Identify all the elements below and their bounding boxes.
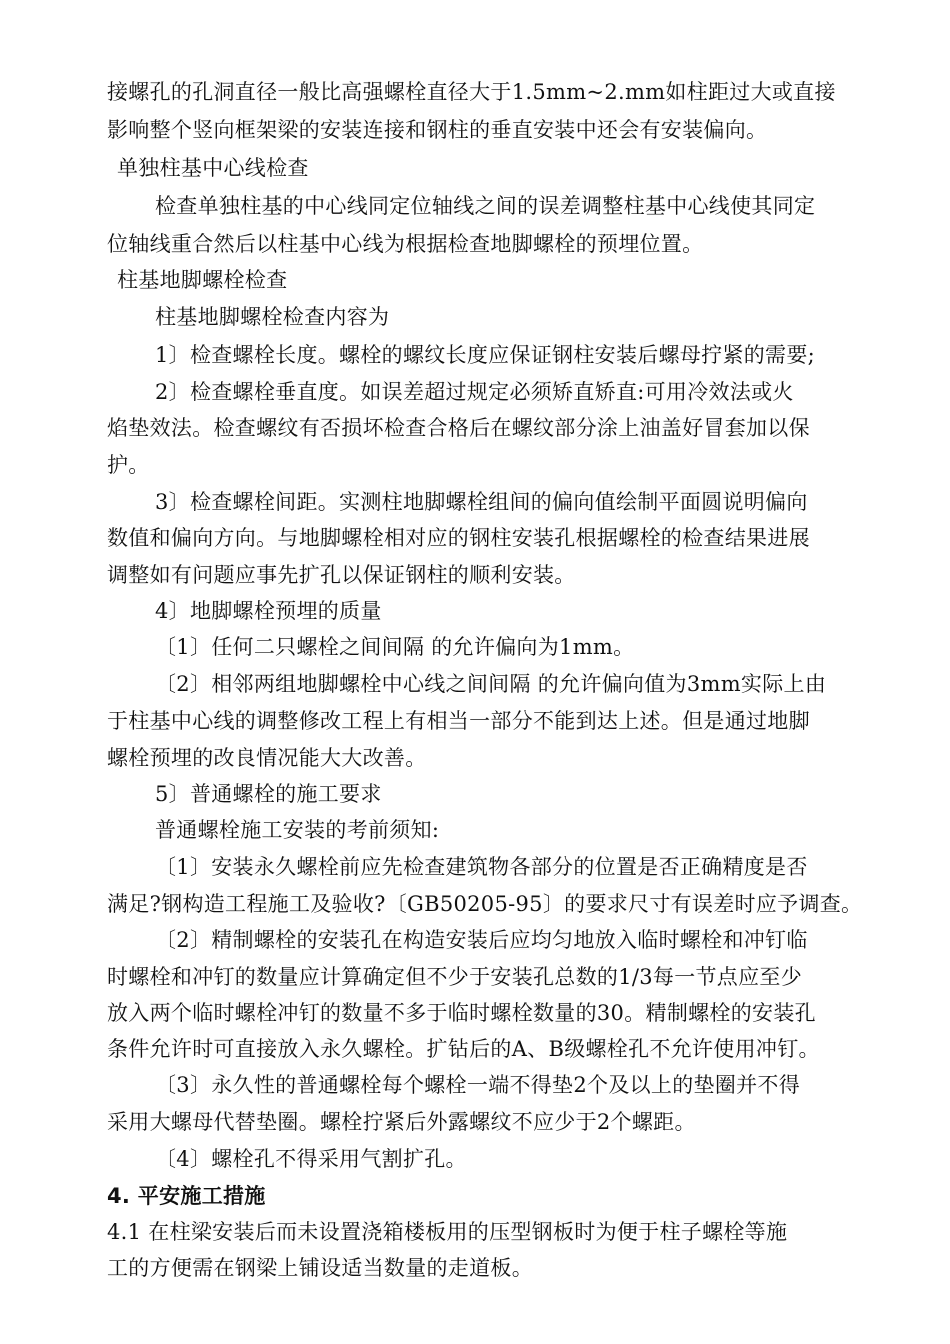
text-line-4: 检查单独柱基的中心线同定位轴线之间的误差调整柱基中心线使其同定 xyxy=(155,194,816,218)
text-line-11: 护。 xyxy=(107,453,150,477)
list-item-4: 4〕地脚螺栓预埋的质量 xyxy=(155,599,382,623)
sub-item-5-4: 〔4〕螺栓孔不得采用气割扩孔。 xyxy=(155,1147,467,1171)
text-line-27: 条件允许时可直接放入永久螺栓。扩钻后的A、B级螺栓孔不允许使用冲钉。 xyxy=(107,1037,820,1061)
text-line-14: 调整如有问题应事先扩孔以保证钢柱的顺利安装。 xyxy=(107,563,576,587)
text-line-23: 满足?钢构造工程施工及验收?〔GB50205-95〕的要求尺寸有误差时应予调查。 xyxy=(107,892,863,916)
sub-item-5-3: 〔3〕永久性的普通螺栓每个螺栓一端不得垫2个及以上的垫圈并不得 xyxy=(155,1073,801,1097)
text-line-1: 接螺孔的孔洞直径一般比高强螺栓直径大于1.5mm~2.mm如柱距过大或直接 xyxy=(107,80,836,104)
section-heading-single-column-base: 单独柱基中心线检查 xyxy=(117,156,309,180)
section-heading-anchor-bolt: 柱基地脚螺栓检查 xyxy=(117,268,288,292)
text-line-19: 螺栓预埋的改良情况能大大改善。 xyxy=(107,746,427,770)
text-line-10: 焰垫效法。检查螺纹有否损坏检查合格后在螺纹部分涂上油盖好冒套加以保 xyxy=(107,416,810,440)
list-item-3: 3〕检查螺栓间距。实测柱地脚螺栓组间的偏向值绘制平面圆说明偏向 xyxy=(155,490,808,514)
text-line-13: 数值和偏向方向。与地脚螺栓相对应的钢柱安装孔根据螺栓的检查结果进展 xyxy=(107,526,810,550)
sub-item-5-1: 〔1〕安装永久螺栓前应先检查建筑物各部分的位置是否正确精度是否 xyxy=(155,855,808,879)
text-line-26: 放入两个临时螺栓冲钉的数量不多于临时螺栓数量的30。精制螺栓的安装孔 xyxy=(107,1001,816,1025)
list-item-5: 5〕普通螺栓的施工要求 xyxy=(155,782,382,806)
text-line-5: 位轴线重合然后以柱基中心线为根据检查地脚螺栓的预埋位置。 xyxy=(107,232,704,256)
text-line-21: 普通螺栓施工安装的考前须知: xyxy=(155,818,440,842)
sub-item-2: 〔2〕相邻两组地脚螺栓中心线之间间隔 的允许偏向值为3mm实际上由 xyxy=(155,672,827,696)
text-line-2: 影响整个竖向框架梁的安装连接和钢柱的垂直安装中还会有安装偏向。 xyxy=(107,118,768,142)
sub-item-1: 〔1〕任何二只螺栓之间间隔 的允许偏向为1mm。 xyxy=(155,635,635,659)
list-item-1: 1〕检查螺栓长度。螺栓的螺纹长度应保证钢柱安装后螺母拧紧的需要; xyxy=(155,343,816,367)
list-item-2: 2〕检查螺栓垂直度。如误差超过规定必须矫直矫直:可用冷效法或火 xyxy=(155,380,794,404)
sub-item-5-2: 〔2〕精制螺栓的安装孔在构造安装后应均匀地放入临时螺栓和冲钉临 xyxy=(155,928,808,952)
text-line-18: 于柱基中心线的调整修改工程上有相当一部分不能到达上述。但是通过地脚 xyxy=(107,709,810,733)
text-line-32: 4.1 在柱梁安装后而未设置浇箱楼板用的压型钢板时为便于柱子螺栓等施 xyxy=(107,1220,788,1244)
text-line-29: 采用大螺母代替垫圈。螺栓拧紧后外露螺纹不应少于2个螺距。 xyxy=(107,1110,696,1134)
text-line-7: 柱基地脚螺栓检查内容为 xyxy=(155,305,390,329)
section-heading-safety: 4. 平安施工措施 xyxy=(107,1184,266,1208)
text-line-25: 时螺栓和冲钉的数量应计算确定但不少于安装孔总数的1/3每一节点应至少 xyxy=(107,965,802,989)
text-line-33: 工的方便需在钢梁上铺设适当数量的走道板。 xyxy=(107,1256,533,1280)
